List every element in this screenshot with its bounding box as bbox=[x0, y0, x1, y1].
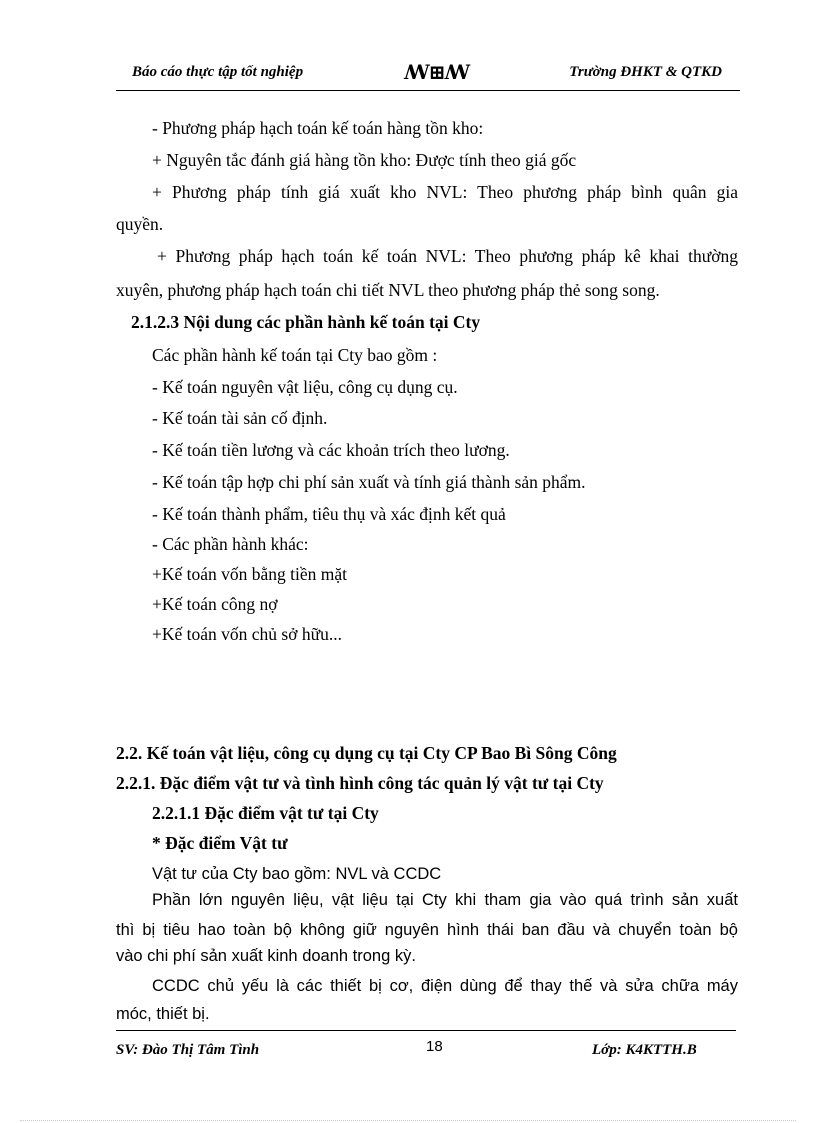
footer-student-name: SV: Đào Thị Tâm Tình bbox=[116, 1042, 260, 1058]
page-header bbox=[116, 60, 740, 90]
subsection-heading: 2.2.1.1 Đặc điểm vật tư tại Cty bbox=[152, 803, 379, 823]
header-rule bbox=[116, 90, 740, 91]
list-item: - Kế toán tập hợp chi phí sản xuất và tính giá thành sản phẩm. bbox=[152, 472, 586, 492]
list-item: - Các phần hành khác: bbox=[152, 534, 309, 554]
paragraph-line: vào chi phí sản xuất kinh doanh trong kỳ. bbox=[116, 947, 416, 965]
paragraph-line: móc, thiết bị. bbox=[116, 1005, 210, 1023]
subsection-heading: * Đặc điểm Vật tư bbox=[152, 833, 288, 853]
list-item: +Kế toán vốn chủ sở hữu... bbox=[152, 624, 342, 644]
list-item: - Kế toán nguyên vật liệu, công cụ dụng cụ. bbox=[152, 377, 458, 397]
page-number: 18 bbox=[426, 1038, 443, 1055]
section-heading: 2.2.1. Đặc điểm vật tư và tình hình công tác quản lý vật tư tại Cty bbox=[116, 773, 604, 793]
list-item: +Kế toán công nợ bbox=[152, 594, 278, 614]
footer-rule bbox=[116, 1030, 736, 1031]
header-report-title: Báo cáo thực tập tốt nghiệp bbox=[132, 64, 304, 80]
paragraph-line: Phần lớn nguyên liệu, vật liệu tại Cty khi tham gia vào quá trình sản xuất bbox=[152, 891, 738, 909]
footer-class: Lớp: K4KTTH.B bbox=[592, 1042, 697, 1058]
list-item: +Kế toán vốn bằng tiền mặt bbox=[152, 564, 348, 584]
paragraph-line: Vật tư của Cty bao gồm: NVL và CCDC bbox=[152, 865, 442, 883]
paragraph-line: - Phương pháp hạch toán kế toán hàng tồn kho: bbox=[152, 118, 484, 138]
paragraph-line: Các phần hành kế toán tại Cty bao gồm : bbox=[152, 345, 438, 365]
paragraph-line: CCDC chủ yếu là các thiết bị cơ, điện dùng để thay thế và sửa chữa máy bbox=[152, 977, 738, 995]
list-item: - Kế toán thành phẩm, tiêu thụ và xác định kết quả bbox=[152, 504, 506, 524]
section-heading: 2.2. Kế toán vật liệu, công cụ dụng cụ tại Cty CP Bao Bì Sông Công bbox=[116, 743, 617, 763]
paragraph-line: + Nguyên tắc đánh giá hàng tồn kho: Được tính theo giá gốc bbox=[152, 150, 577, 170]
section-heading: 2.1.2.3 Nội dung các phần hành kế toán tại Cty bbox=[131, 312, 481, 332]
list-item: - Kế toán tài sản cố định. bbox=[152, 408, 328, 428]
paragraph-line: + Phương pháp hạch toán kế toán NVL: Theo phương pháp kê khai thường bbox=[157, 246, 738, 266]
header-ornament: ꟿ⊞ꟿ bbox=[404, 62, 470, 84]
page-edge-divider bbox=[20, 1120, 796, 1121]
paragraph-line: + Phương pháp tính giá xuất kho NVL: Theo phương pháp bình quân gia bbox=[152, 182, 738, 202]
paragraph-line: xuyên, phương pháp hạch toán chi tiết NVL theo phương pháp thẻ song song. bbox=[116, 280, 660, 300]
paragraph-line: thì bị tiêu hao toàn bộ không giữ nguyên hình thái ban đầu và chuyển toàn bộ bbox=[116, 921, 738, 939]
paragraph-line: quyền. bbox=[116, 214, 164, 234]
header-school: Trường ĐHKT & QTKD bbox=[569, 64, 722, 80]
list-item: - Kế toán tiền lương và các khoản trích theo lương. bbox=[152, 440, 510, 460]
